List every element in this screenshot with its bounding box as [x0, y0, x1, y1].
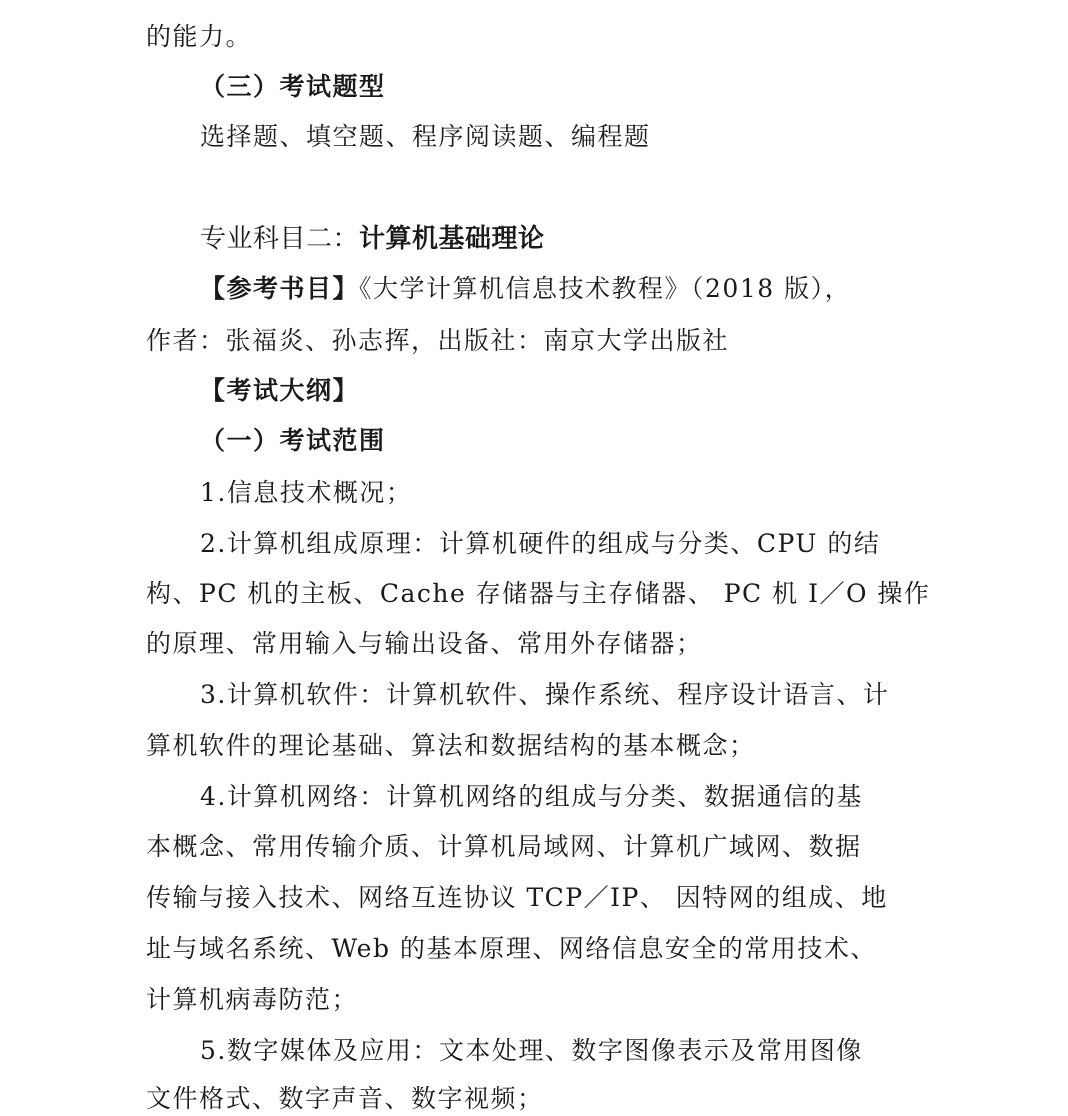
outline-item-3-line-2: 算机软件的理论基础、算法和数据结构的基本概念；: [146, 731, 756, 760]
subject2-title: 计算机基础理论: [359, 224, 545, 254]
reference-authors: 作者：张福炎、孙志挥，出版社：南京大学出版社: [146, 326, 730, 355]
outline-label: 【考试大纲】: [200, 376, 360, 405]
outline-item-4-line-2: 本概念、常用传输介质、计算机局域网、计算机广域网、数据: [146, 832, 862, 861]
outline-item-2-line-1: 2.计算机组成原理：计算机硬件的组成与分类、CPU 的结: [200, 529, 881, 558]
reference-label: 【参考书目】: [200, 274, 360, 303]
outline-item-4-line-1: 4.计算机网络：计算机网络的组成与分类、数据通信的基: [200, 782, 863, 811]
question-types-text: 选择题、填空题、程序阅读题、编程题: [200, 122, 651, 151]
reference-text: 《大学计算机信息技术教程》（2018 版），: [359, 274, 852, 303]
paragraph-line: 的能力。: [146, 22, 253, 51]
subject2-heading: [200, 222, 926, 256]
outline-item-2-line-3: 的原理、常用输入与输出设备、常用外存储器；: [146, 629, 703, 658]
scope-heading: （一）考试范围: [200, 426, 386, 455]
outline-item-4-line-5: 计算机病毒防范；: [146, 985, 359, 1014]
outline-item-4-line-4: 址与域名系统、Web 的基本原理、网络信息安全的常用技术、: [146, 934, 877, 963]
outline-item-4-line-3: 传输与接入技术、网络互连协议 TCP／IP、 因特网的组成、地: [146, 883, 888, 912]
outline-item-1: 1.信息技术概况；: [200, 478, 413, 507]
outline-item-3-line-1: 3.计算机软件：计算机软件、操作系统、程序设计语言、计: [200, 680, 890, 709]
outline-item-5-line-1: 5.数字媒体及应用：文本处理、数字图像表示及常用图像: [200, 1036, 863, 1065]
subject2-prefix: 专业科目二：: [200, 224, 360, 254]
reference-line: [200, 272, 926, 306]
outline-item-2-line-2: 构、PC 机的主板、Cache 存储器与主存储器、 PC 机 I／O 操作: [146, 579, 931, 608]
outline-item-5-line-2: 文件格式、数字声音、数字视频；: [146, 1084, 544, 1113]
section-heading-question-types: （三）考试题型: [200, 72, 386, 101]
